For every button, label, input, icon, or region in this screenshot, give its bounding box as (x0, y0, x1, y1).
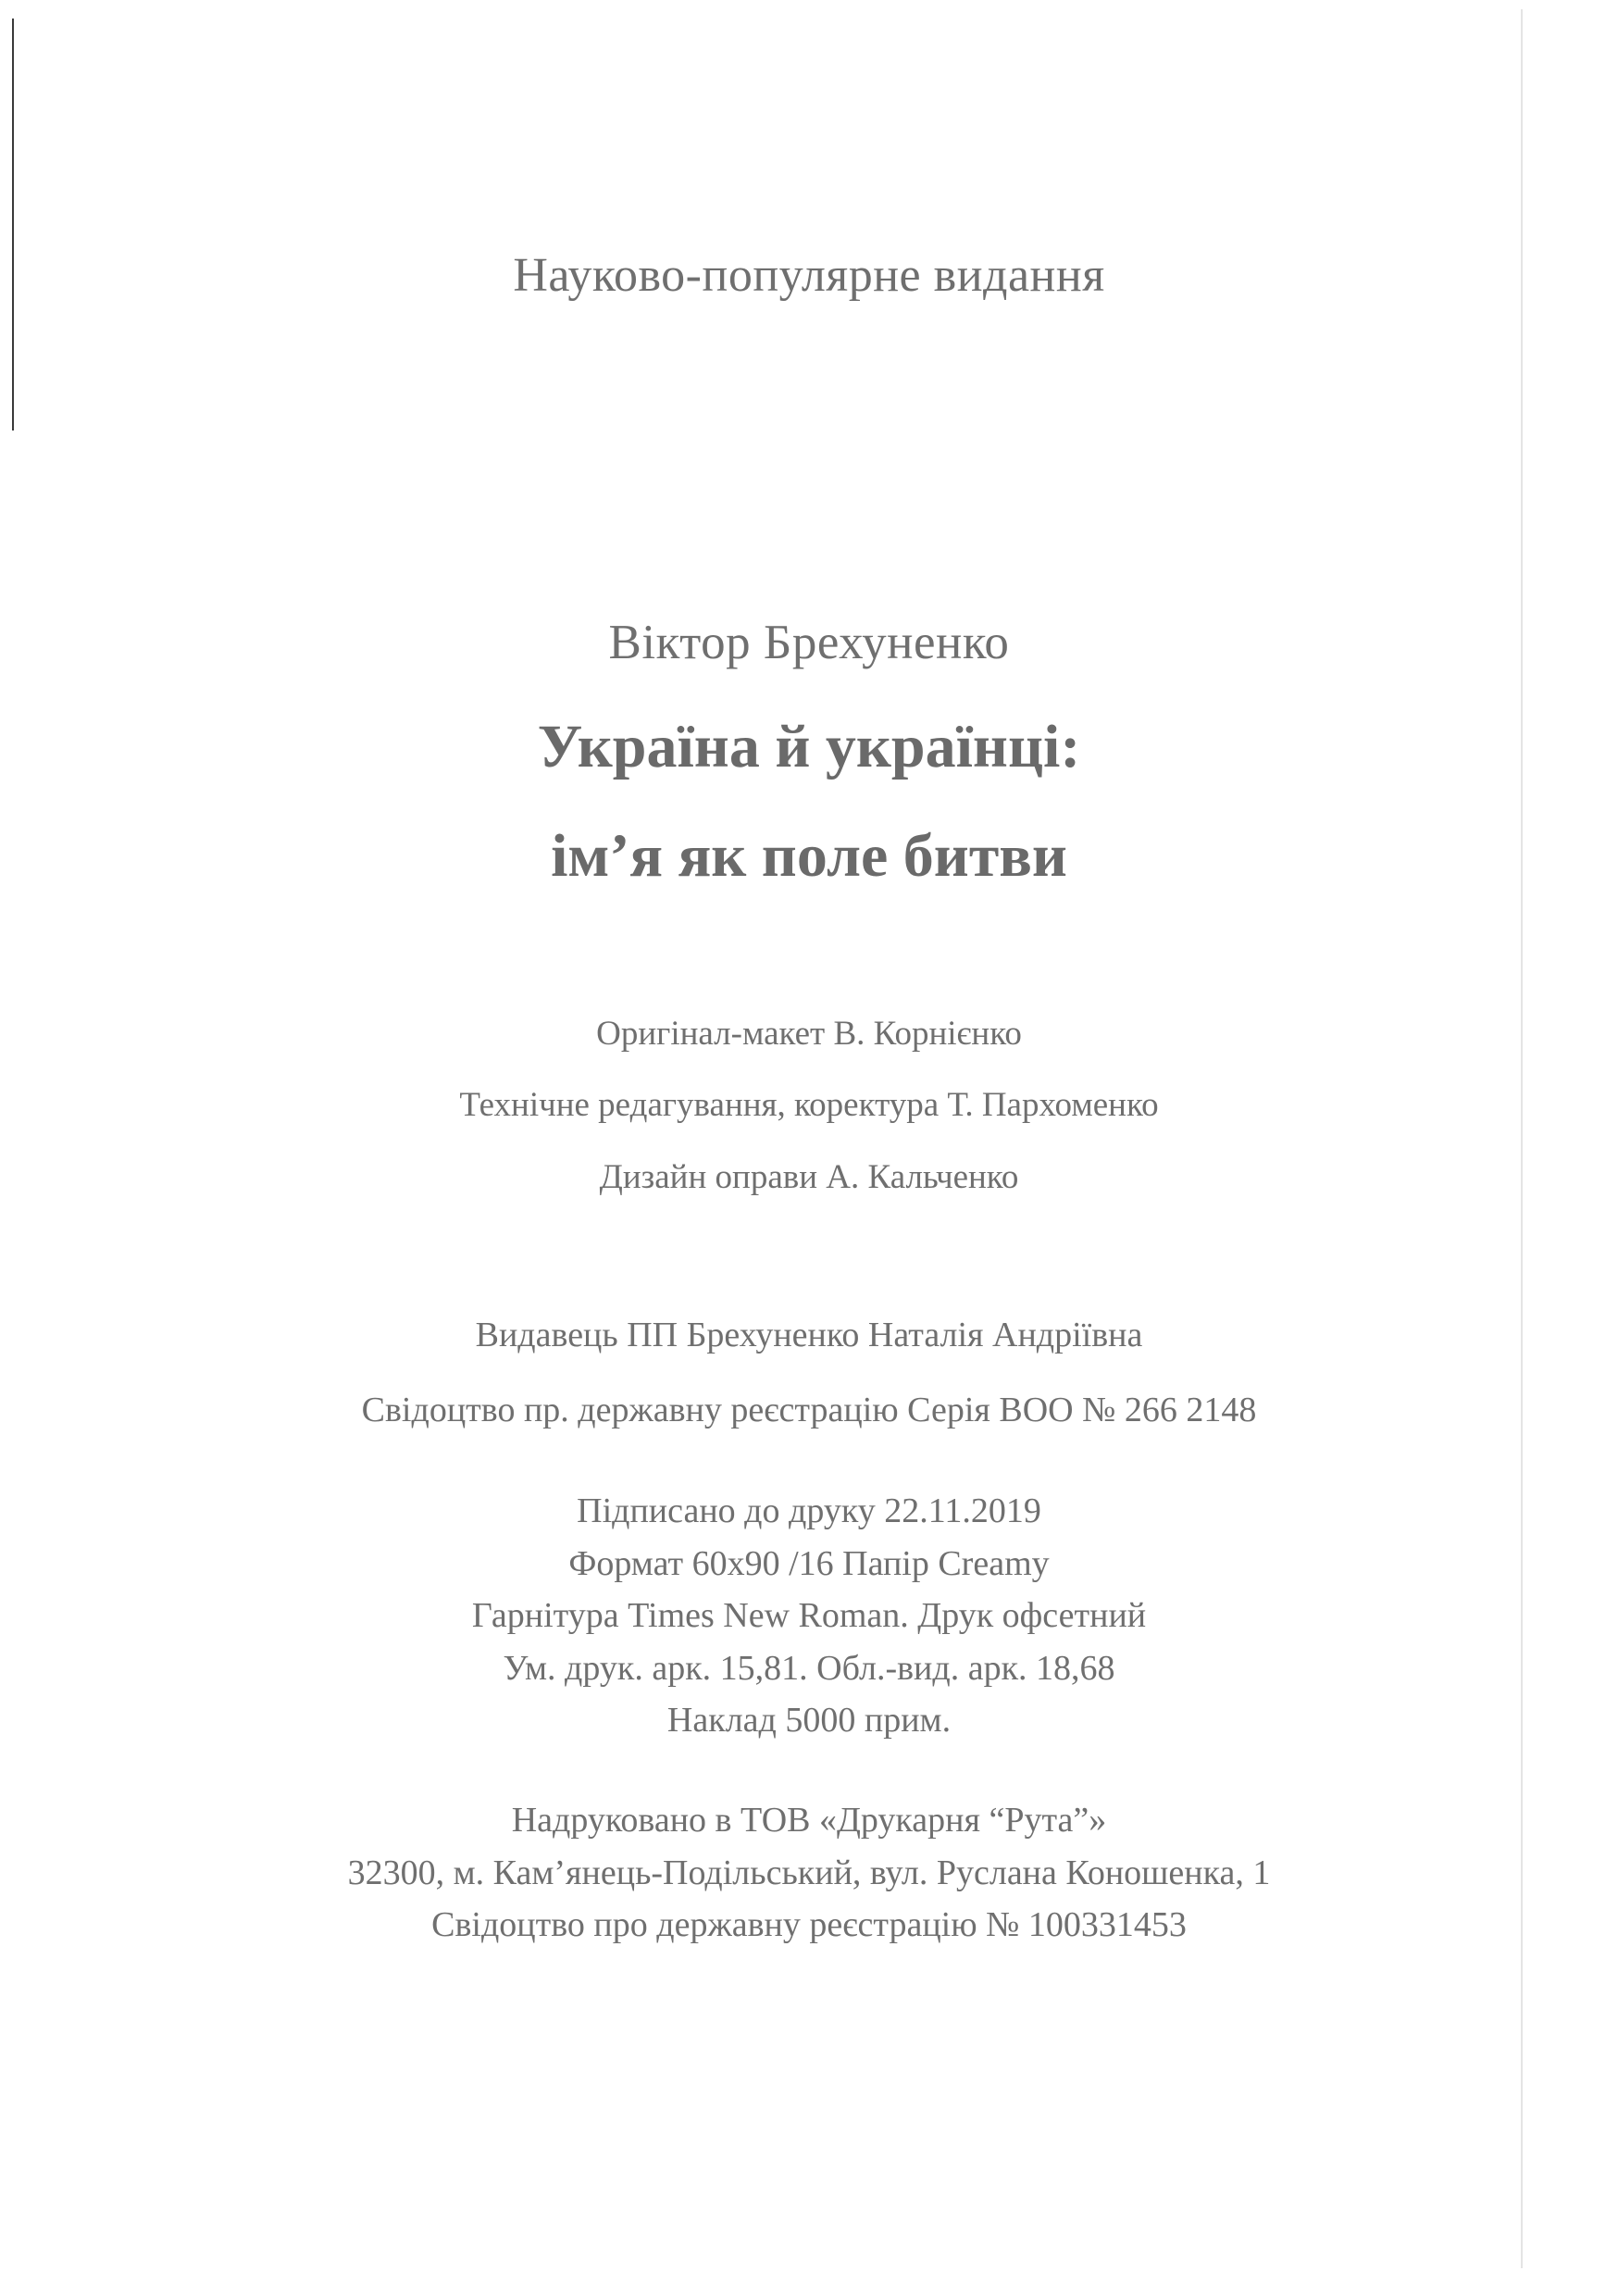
print-signed-date: Підписано до друку 22.11.2019 (577, 1491, 1041, 1530)
print-typeface: Гарнітура Times New Roman. Друк офсетний (471, 1596, 1147, 1635)
print-format: Формат 60х90 /16 Папір Creamy (568, 1544, 1050, 1583)
credit-layout: Оригінал-макет В. Корнієнко (596, 1015, 1022, 1053)
genre-label: Науково-популярне видання (513, 249, 1105, 302)
book-title-line-1: Україна й українці: (537, 713, 1081, 780)
publisher-name: Видавець ПП Брехуненко Наталія Андріївна (475, 1316, 1143, 1354)
author-name: Віктор Брехуненко (608, 616, 1010, 669)
printer-name: Надруковано в ТОВ «Друкарня “Рута”» (511, 1801, 1107, 1840)
print-sheets: Ум. друк. арк. 15,81. Обл.-вид. арк. 18,68 (503, 1649, 1115, 1688)
credit-editing: Технічне редагування, коректура Т. Пархоменко (459, 1086, 1159, 1124)
print-run: Наклад 5000 прим. (666, 1701, 952, 1740)
printer-registration: Свідоцтво про державну реєстрацію № 100331453 (431, 1905, 1187, 1944)
credit-cover-design: Дизайн оправи А. Кальченко (599, 1158, 1019, 1196)
scan-edge-left (12, 19, 14, 430)
publisher-registration: Свідоцтво пр. державну реєстрацію Серія ВОО № 266 2148 (361, 1391, 1257, 1429)
book-title-line-2: ім’я як поле битви (551, 822, 1067, 890)
printer-address: 32300, м. Кам’янець-Подільський, вул. Руслана Коношенка, 1 (347, 1853, 1271, 1892)
